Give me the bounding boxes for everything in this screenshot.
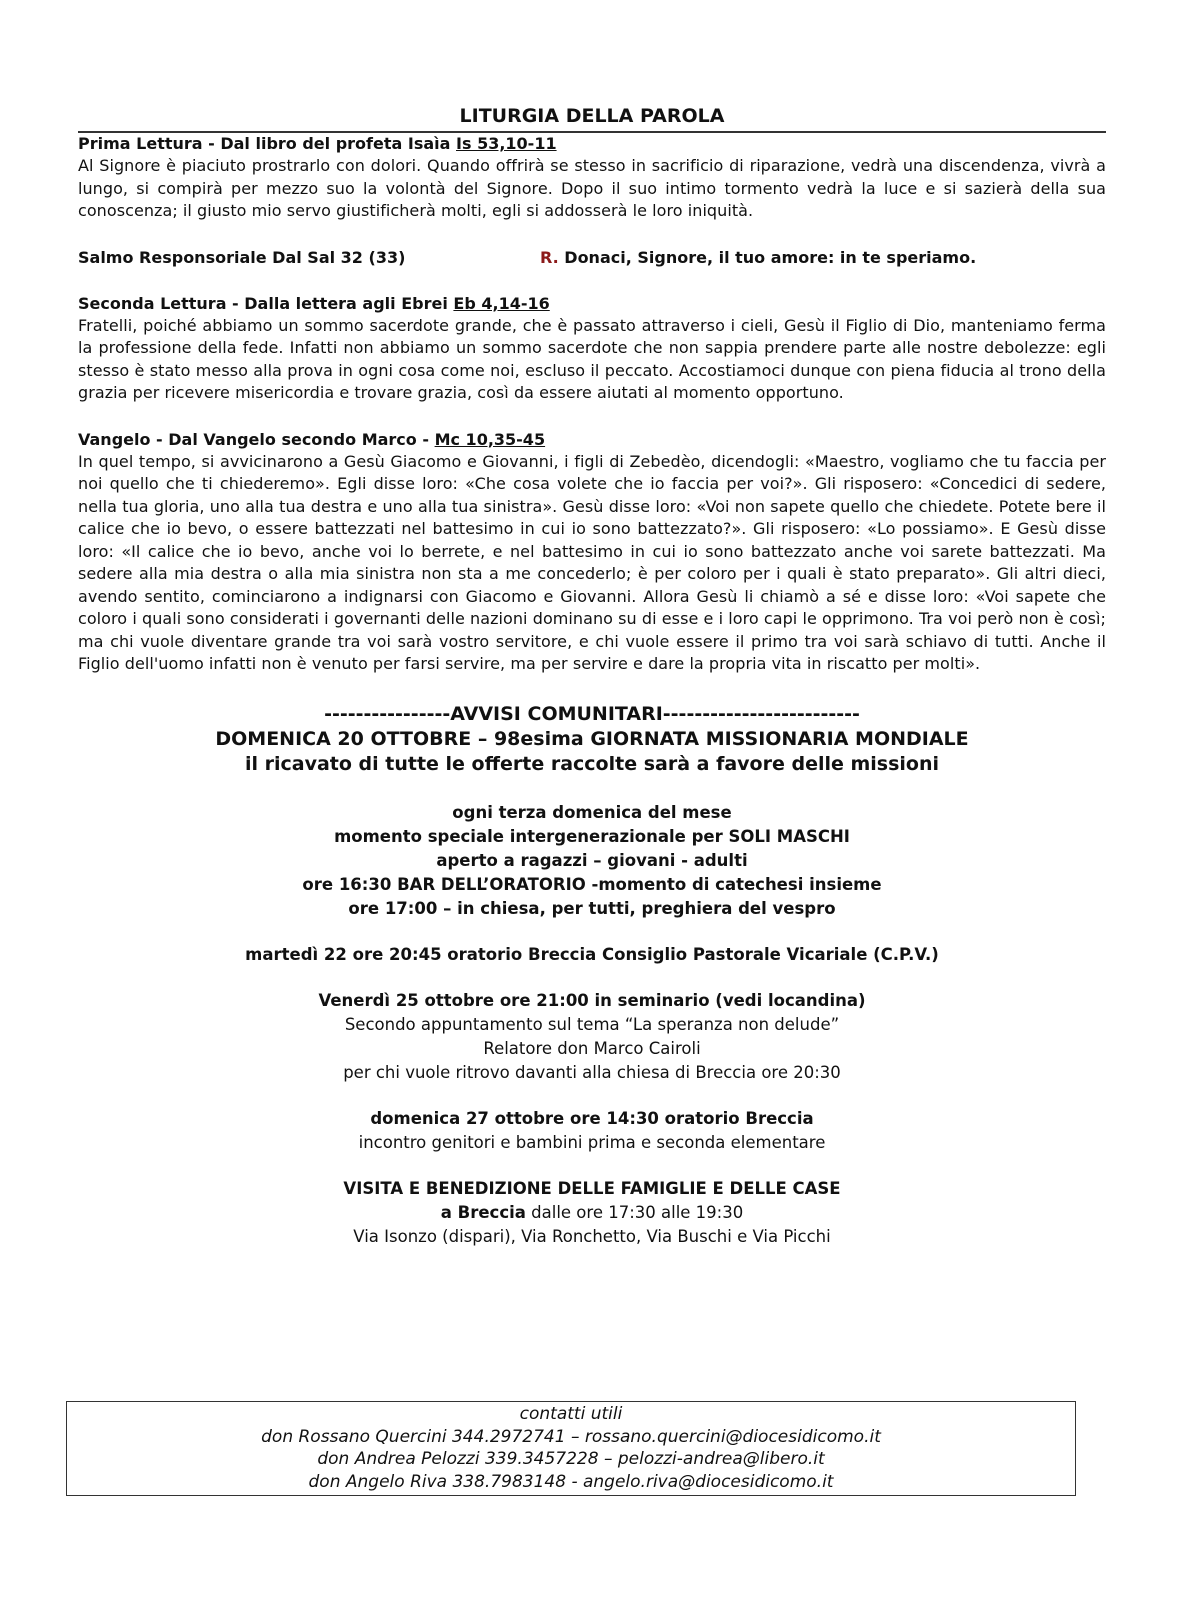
seconda-lettura-text: Fratelli, poiché abbiamo un sommo sacerdote grande, che è passato attraverso i cieli, Gesù il Figlio di Dio, manteniamo ferma la professione della fede. Infatti non abbiamo un sommo sacerdote che non sappia prendere parte alle nostre debolezze: egli stesso è stato messo alla prova in ogni cosa come noi, escluso il peccato. Accostiamoci dunque con piena fiducia al trono della grazia per ricevere misericordia e trovare grazia, così da essere aiutati al momento opportuno. bbox=[78, 315, 1106, 402]
avvisi-header: ----------------AVVISI COMUNITARI------------------------- bbox=[324, 702, 860, 725]
notice-line: momento speciale intergenerazionale per SOLI MASCHI bbox=[334, 826, 850, 846]
contact-item: don Andrea Pelozzi 339.3457228 – pelozzi-andrea@libero.it bbox=[317, 1449, 825, 1469]
seminario-notice bbox=[78, 989, 1106, 1085]
soli-maschi-notice bbox=[78, 801, 1106, 921]
seminario-line: Secondo appuntamento sul tema “La speranza non delude” bbox=[344, 1014, 840, 1034]
seconda-lettura-heading bbox=[78, 293, 1106, 315]
salmo-response: Donaci, Signore, il tuo amore: in te speriamo. bbox=[564, 247, 977, 267]
prima-lettura-title: Prima Lettura - Dal libro del profeta Isaìa bbox=[78, 134, 451, 153]
benedizione-streets: Via Isonzo (dispari), Via Ronchetto, Via Buschi e Via Picchi bbox=[353, 1226, 831, 1246]
notice-line: aperto a ragazzi – giovani - adulti bbox=[436, 850, 748, 870]
benedizione-title: VISITA E BENEDIZIONE DELLE FAMIGLIE E DELLE CASE bbox=[343, 1178, 841, 1198]
benedizione-notice bbox=[78, 1177, 1106, 1249]
genitori-line: incontro genitori e bambini prima e seconda elementare bbox=[358, 1132, 826, 1152]
contact-item: don Angelo Riva 338.7983148 - angelo.riva@diocesidicomo.it bbox=[308, 1471, 834, 1492]
avvisi-section bbox=[78, 702, 1106, 1249]
seconda-lettura-section bbox=[78, 293, 1106, 405]
seconda-lettura-reference: Eb 4,14-16 bbox=[453, 293, 550, 313]
vangelo-text: In quel tempo, si avvicinarono a Gesù Giacomo e Giovanni, i figli di Zebedèo, dicendogli: «Maestro, vogliamo che tu faccia per noi quello che ti chiederemo». Egli disse loro: «Che cosa volete che io faccia per voi?». Gli risposero: «Concedici di sedere, nella tua gloria, uno alla tua destra e uno alla tua sinistra». Gesù disse loro: «Voi non sapete quello che chiedete. Potete bere il calice che io bevo, o essere battezzati nel battesimo in cui io sono battezzato?». Gli risposero: «Lo possiamo». E Gesù disse loro: «Il calice che io bevo, anche voi lo berrete, e nel battesimo in cui io sono battezzato anche voi sarete battezzati. Ma sedere alla mia destra o alla mia sinistra non sta a me concederlo; è per coloro per i quali è stato preparato». Gli altri dieci, avendo sentito, cominciarono a indignarsi con Giacomo e Giovanni. Allora Gesù li chiamò a sé e disse loro: «Voi sapete che coloro i quali sono considerati i governanti delle nazioni dominano su di esse e i loro capi le opprimono. Tra voi però non è così; ma chi vuole diventare grande tra voi sarà vostro servitore, e chi vuole essere il primo tra voi sarà schiavo di tutti. Anche il Figlio dell'uomo infatti non è venuto per farsi servire, ma per servire e dare la propria vita in riscatto per molti». bbox=[78, 451, 1106, 673]
prima-lettura-heading bbox=[78, 133, 1106, 155]
notice-line: ore 17:00 – in chiesa, per tutti, preghiera del vespro bbox=[348, 898, 836, 918]
benedizione-time: dalle ore 17:30 alle 19:30 bbox=[525, 1202, 744, 1222]
seminario-title: Venerdì 25 ottobre ore 21:00 in seminario (vedi locandina) bbox=[318, 990, 866, 1010]
vangelo-title: Vangelo - Dal Vangelo secondo Marco - bbox=[78, 429, 429, 449]
genitori-notice bbox=[78, 1107, 1106, 1155]
giornata-missionaria-note: il ricavato di tutte le offerte raccolte sarà a favore delle missioni bbox=[244, 752, 940, 775]
benedizione-when bbox=[78, 1201, 1106, 1225]
notice-line: ore 16:30 BAR DELL’ORATORIO -momento di catechesi insieme bbox=[302, 874, 882, 894]
vangelo-reference: Mc 10,35-45 bbox=[434, 429, 546, 449]
prima-lettura-text: Al Signore è piaciuto prostrarlo con dolori. Quando offrirà se stesso in sacrificio di riparazione, vedrà una discendenza, vivrà a lungo, si compirà per mezzo suo la volontà del Signore. Dopo il suo intimo tormento vedrà la luce e si sazierà della sua conoscenza; il giusto mio servo giustificherà molti, egli si addosserà le loro iniquità. bbox=[78, 156, 1106, 220]
vangelo-section bbox=[78, 429, 1106, 676]
prima-lettura-section bbox=[78, 133, 1106, 223]
genitori-title: domenica 27 ottobre ore 14:30 oratorio Breccia bbox=[370, 1108, 814, 1128]
contacts-box bbox=[66, 1401, 1076, 1496]
prima-lettura-reference: Is 53,10-11 bbox=[456, 134, 557, 153]
seminario-line: per chi vuole ritrovo davanti alla chiesa di Breccia ore 20:30 bbox=[343, 1062, 841, 1082]
contact-item: don Rossano Quercini 344.2972741 – rossano.quercini@diocesidicomo.it bbox=[261, 1426, 881, 1447]
vangelo-heading bbox=[78, 429, 1106, 451]
salmo-heading: Salmo Responsoriale Dal Sal 32 (33) bbox=[78, 247, 406, 267]
salmo-section bbox=[78, 247, 1106, 269]
seconda-lettura-title: Seconda Lettura - Dalla lettera agli Ebrei bbox=[78, 293, 448, 313]
benedizione-place: a Breccia bbox=[440, 1202, 526, 1222]
giornata-missionaria-title: DOMENICA 20 OTTOBRE – 98esima GIORNATA MISSIONARIA MONDIALE bbox=[215, 727, 969, 750]
cpv-notice: martedì 22 ore 20:45 oratorio Breccia Consiglio Pastorale Vicariale (C.P.V.) bbox=[245, 944, 939, 964]
notice-line: ogni terza domenica del mese bbox=[452, 802, 732, 822]
response-marker: R. bbox=[540, 247, 559, 267]
seminario-line: Relatore don Marco Cairoli bbox=[483, 1038, 701, 1058]
page-title: LITURGIA DELLA PAROLA bbox=[78, 104, 1106, 133]
contacts-title: contatti utili bbox=[519, 1404, 623, 1424]
document-page bbox=[78, 104, 1106, 1249]
